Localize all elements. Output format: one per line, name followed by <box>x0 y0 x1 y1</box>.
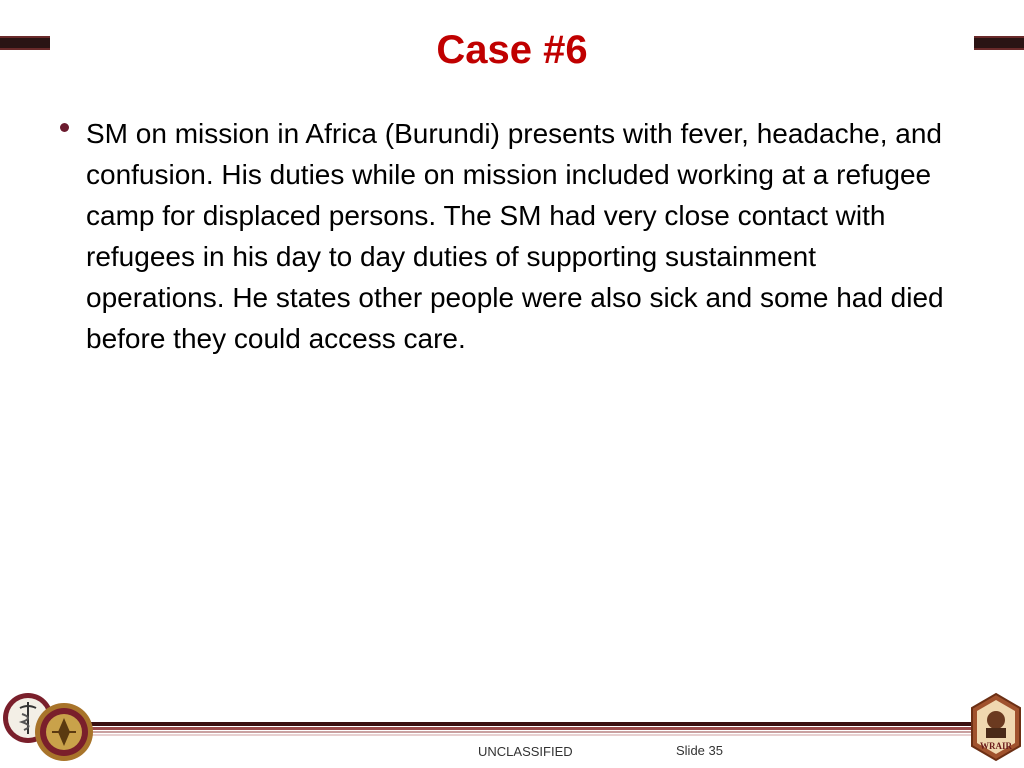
slide-number: Slide 35 <box>676 743 723 758</box>
wrair-logo-text: WRAIR <box>979 741 1013 751</box>
medical-command-seal-icon <box>34 702 94 762</box>
bullet-text: SM on mission in Africa (Burundi) presents with fever, headache, and confusion. His duties while on mission included working at a refugee camp for displaced persons. The SM had very close contact with refugees in his day to day duties of supporting sustainment operations. He states other people were also sick and some had died before they could access care. <box>86 118 944 354</box>
bullet-dot-icon <box>60 123 69 132</box>
wrair-logo-icon <box>970 692 1022 762</box>
footer-band <box>40 722 990 738</box>
classification-label: UNCLASSIFIED <box>478 744 573 759</box>
bullet-item <box>60 113 960 359</box>
slide-title: Case #6 <box>436 28 588 72</box>
